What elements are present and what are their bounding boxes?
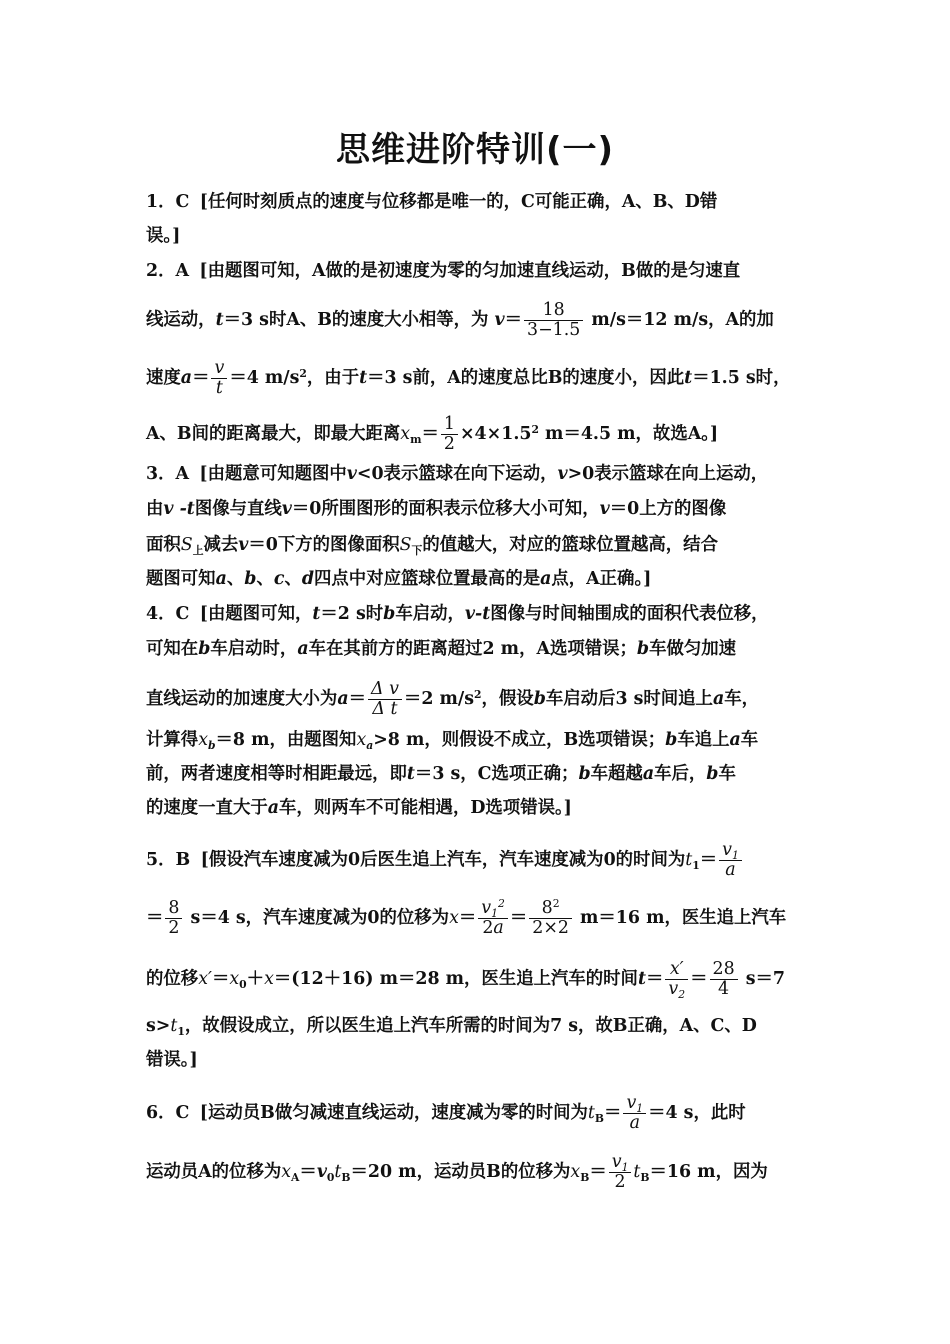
q2-line-2: 线运动，t＝3 s时A、B的速度大小相等，为 v＝ $\frac{18}{3-1.5}$ m/s＝12 m/s，A的加 [146, 300, 774, 341]
q2-number: 2．A [146, 261, 189, 281]
q4-line-5: 前，两者速度相等时相距最远，即t＝3 s，C选项正确；b车超越a车后，b车 [146, 764, 736, 784]
q3-number: 3．A [146, 464, 189, 484]
q4-fraction-accel: $\frac{\text{Δ v}}{\text{Δ t}}$ [368, 680, 402, 719]
q5-line-2: ＝ $\frac{8}{2}$ s＝4 s，汽车速度减为0的位移为x＝ $\frac{v_1^2}{2a}$ ＝ $\frac{8^2}{2\times 2}$ m＝16 m，医生追上汽车 [146, 897, 787, 939]
page-title: 思维进阶特训(一) [335, 130, 615, 170]
q6-fraction-xB: $\frac{v_1}{2}$ [609, 1153, 632, 1192]
q1-line-1 [146, 189, 811, 215]
q6-line-1: 6．C [运动员B做匀减速直线运动，速度减为零的时间为$t_B=$ $\frac{v_1}{a}$ ＝4 s，此时 [146, 1093, 746, 1134]
q2-fraction-half: $\frac{1}{2}$ [441, 415, 458, 454]
q6-fraction-tB: $\frac{v_1}{a}$ [623, 1094, 646, 1133]
q5-fraction-28-4: $\frac{28}{4}$ [710, 960, 738, 999]
q3-line-2: 由v -t图像与直线v＝0所围图形的面积表示位移大小可知，v＝0上方的图像 [146, 499, 727, 519]
q4-number: 4．C [146, 604, 190, 624]
q2-fraction-accel: $\frac{v}{t}$ [211, 359, 227, 398]
q3-line-1: 3．A [由题意可知题图中v<0表示篮球在向下运动，v>0表示篮球在向上运动， [146, 464, 769, 484]
q5-fraction-t1: $\frac{v_1}{a}$ [719, 841, 742, 880]
q4-line-2: 可知在b车启动时，a车在其前方的距离超过2 m，A选项错误；b车做匀加速 [146, 639, 737, 659]
q5-line-3: 的位移$x'=x_0+x=(12+16)$ m＝28 m，医生追上汽车的时间t＝ $\frac{x'}{v_2}$ ＝ $\frac{28}{4}$ s＝7 [146, 959, 785, 1001]
q3-line-4: 题图可知a、b、c、d四点中对应篮球位置最高的是a点，A正确。] [146, 569, 652, 589]
q5-fraction-t: $\frac{x'}{v_2}$ [665, 960, 688, 999]
q4-line-4: 计算得$x_b=8$ m，由题图知$x_a>8$ m，则假设不成立，B选项错误；b车追上a车 [146, 730, 759, 752]
q3-line-3: 面积$S_上$减去v＝0下方的图像面积$S_下$的值越大，对应的篮球位置越高，结合 [146, 535, 718, 557]
q5-line-5: 错误。] [146, 1050, 198, 1070]
q2-fraction-velocity: $\frac{18}{3-1.5}$ [524, 301, 583, 340]
q4-line-1: 4．C [由题图可知，t＝2 s时b车启动，v-t图像与时间轴围成的面积代表位移， [146, 604, 769, 624]
q4-line-6: 的速度一直大于a车，则两车不可能相遇，D选项错误。] [146, 798, 572, 818]
q2-line-3: 速度a＝ $\frac{v}{t}$ ＝4 $m/s^2$，由于t＝3 s前，A的速度总比B的速度小，因此t＝1.5 s时， [146, 358, 791, 399]
q5-line-1: 5．B [假设汽车速度减为0后医生追上汽车，汽车速度减为0的时间为$t_1=$ $\frac{v_1}{a}$ [146, 841, 811, 880]
q1-line-2: 误。] [146, 226, 181, 246]
q5-fraction-x-value: $\frac{8^2}{2\times 2}$ [529, 899, 572, 938]
q6-line-2: 运动员A的位移为$x_A=v_0t_B=20$ m，运动员B的位移为$x_B=$ $\frac{v_1}{2}$ $t_B=16$ m，因为 [146, 1152, 768, 1193]
q5-fraction-x: $\frac{v_1^2}{2a}$ [478, 899, 508, 938]
q5-line-4: $s>t_1$，故假设成立，所以医生追上汽车所需的时间为7 s，故B正确，A、C、D [146, 1016, 757, 1038]
q5-fraction-8-2: $\frac{8}{2}$ [165, 899, 182, 938]
q5-number: 5．B [146, 850, 191, 871]
q1-text: [任何时刻质点的速度与位移都是唯一的，C可能正确，A、B、D错 [199, 192, 718, 212]
q2-line-1: 2．A [由题图可知，A做的是初速度为零的匀加速直线运动，B做的是匀速直 [146, 261, 741, 281]
q2-line-4: A、B间的距离最大，即最大距离$x_m=$ $\frac{1}{2}$ $\times 4\times 1.5^2$ m＝4.5 m，故选A。] [146, 414, 719, 455]
q4-line-3: 直线运动的加速度大小为a＝ $\frac{\text{Δ v}}{\text{Δ t}}$ ＝2 $m/s^2$，假设b车启动后3 s时间追上a车， [146, 679, 760, 720]
q6-number: 6．C [146, 1103, 190, 1124]
q1-number: 1．C [146, 192, 190, 212]
